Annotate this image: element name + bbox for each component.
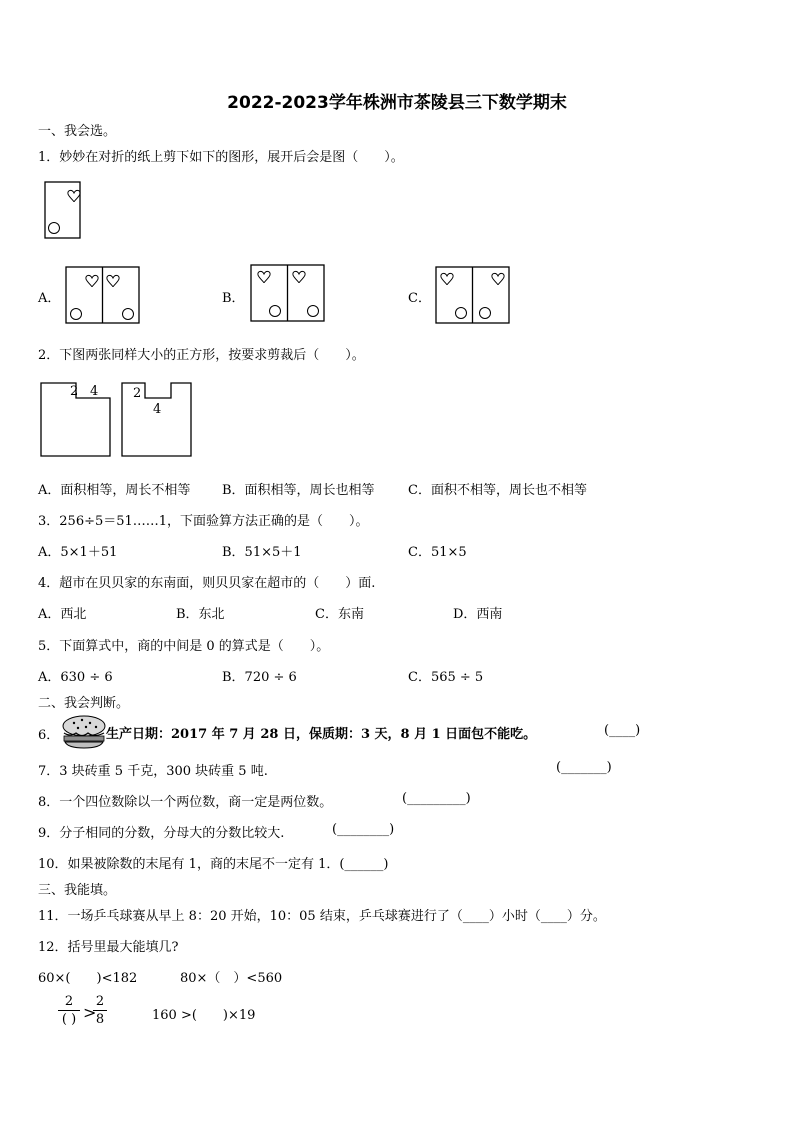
question-2-text: 2．下图两张同样大小的正方形，按要求剪裁后（ ）。 [38,348,365,363]
q12-fraction-right-numerator: 2 [95,994,105,1009]
question-5-text: 5．下面算式中，商的中间是 0 的算式是（ ）。 [38,639,330,654]
q7-answer-blank[interactable]: (_______) [556,760,612,775]
q1-option-a-label[interactable]: A． [38,291,61,306]
question-8-text: 8．一个四位数除以一个两位数，商一定是两位数。 [38,795,333,810]
fraction-bar [58,1010,80,1011]
question-11-text: 11．一场乒乓球赛从早上 8：20 开始，10：05 结束，乒乓球赛进行了（____）小时（____）分。 [38,909,606,924]
q1-option-b-label[interactable]: B． [222,291,245,306]
q12-expression-2[interactable]: 80×（ ）<560 [180,971,283,986]
bread-icon [60,714,108,750]
q12-expression-1[interactable]: 60×( )<182 [38,971,138,986]
q4-option-c[interactable]: C．东南 [315,607,364,622]
q2-fig1-label-4: 4 [90,384,99,399]
q5-option-b[interactable]: B．720 ÷ 6 [222,670,297,685]
q2-option-a[interactable]: A．面积相等，周长不相等 [38,483,191,498]
question-7-text: 7．3 块砖重 5 千克，300 块砖重 5 吨. [38,764,268,779]
q1-folded-paper-figure [44,181,84,241]
q9-answer-blank[interactable]: (________) [332,822,395,837]
question-1-text: 1．妙妙在对折的纸上剪下如下的图形，展开后会是图（ ）。 [38,150,404,165]
q12-fraction-right [93,994,107,1027]
q5-option-a[interactable]: A．630 ÷ 6 [38,670,113,685]
q2-cut-square-figure-2 [121,380,193,460]
greater-than-sign: > [83,1003,97,1022]
q1-option-c-label[interactable]: C． [408,291,431,306]
q1-option-c-figure[interactable] [435,266,511,326]
q2-option-c[interactable]: C．面积不相等，周长也不相等 [408,483,587,498]
q4-option-d[interactable]: D．西南 [453,607,503,622]
q5-option-c[interactable]: C．565 ÷ 5 [408,670,484,685]
question-10-text: 10．如果被除数的末尾有 1，商的末尾不一定有 1．(______) [38,857,389,872]
q2-fig2-label-2: 2 [133,386,142,401]
question-12-text: 12．括号里最大能填几? [38,940,179,955]
section-heading-fill: 三、我能填。 [38,883,117,898]
q12-fraction-left-numerator: 2 [64,994,74,1009]
q3-option-c[interactable]: C．51×5 [408,545,467,560]
q12-fraction-left-denominator[interactable]: ( ) [61,1012,77,1027]
q12-fraction-left[interactable] [58,994,80,1027]
q12-fraction-right-denominator: 8 [95,1012,105,1027]
q4-option-a[interactable]: A．西北 [38,607,87,622]
page-title: 2022-2023学年株洲市茶陵县三下数学期末 [227,93,567,113]
section-heading-choose: 一、我会选。 [38,124,117,139]
q6-answer-blank[interactable]: (____) [604,723,641,738]
q2-option-b[interactable]: B．面积相等，周长也相等 [222,483,375,498]
q3-option-a[interactable]: A．5×1＋51 [38,545,118,560]
question-4-text: 4．超市在贝贝家的东南面，则贝贝家在超市的（ ）面. [38,576,376,591]
q2-fig2-label-4: 4 [153,402,162,417]
section-heading-judge: 二、我会判断。 [38,696,130,711]
q1-option-b-figure[interactable] [250,264,326,324]
fraction-bar [93,1010,107,1011]
question-6-number: 6． [38,728,60,743]
q4-option-b[interactable]: B．东北 [176,607,225,622]
q3-option-b[interactable]: B．51×5＋1 [222,545,302,560]
q1-option-a-figure[interactable] [65,266,141,326]
q8-answer-blank[interactable]: (_________) [402,791,471,806]
question-9-text: 9．分子相同的分数，分母大的分数比较大. [38,826,285,841]
question-6-text: 生产日期：2017 年 7 月 28 日，保质期：3 天，8 月 1 日面包不能吃。 [106,727,537,742]
q2-fig1-label-2: 2 [70,384,79,399]
question-3-text: 3．256÷5＝51……1，下面验算方法正确的是（ ）。 [38,514,369,529]
q12-expression-4[interactable]: 160 >( )×19 [152,1008,256,1023]
